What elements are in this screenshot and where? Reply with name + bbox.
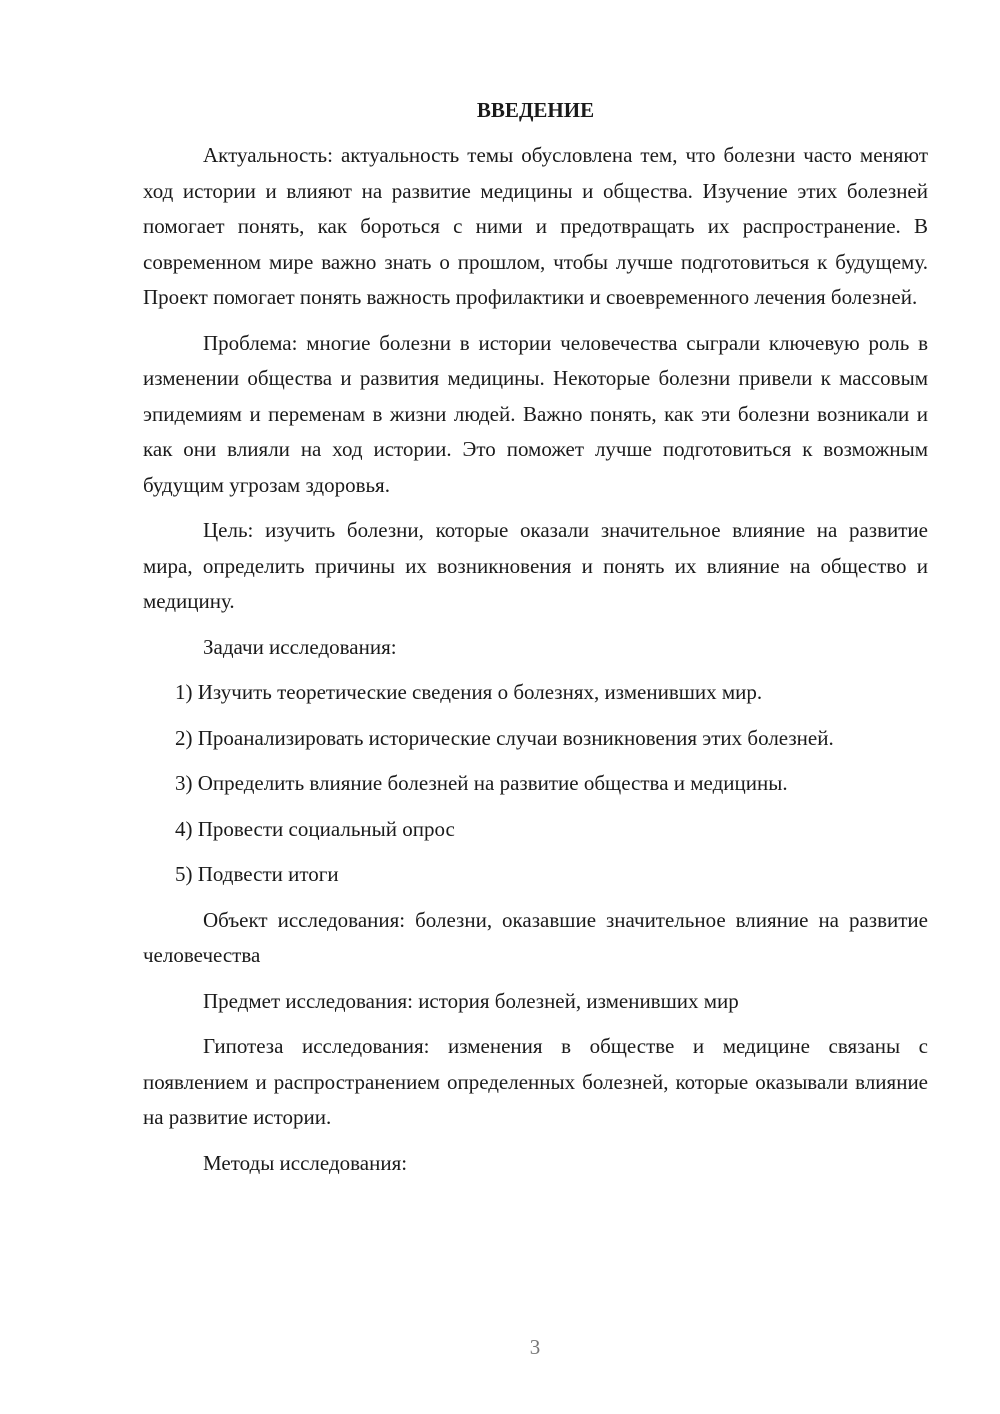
page-title: ВВЕДЕНИЕ <box>476 98 595 122</box>
task-item-4: 4) Провести социальный опрос <box>175 816 455 841</box>
paragraph-goal: Цель: изучить болезни, которые оказали значительное влияние на развитие мира, определить причины их возникновения и понять их влияние на общество и медицину. <box>143 518 928 613</box>
paragraph-methods: Методы исследования: <box>203 1150 408 1175</box>
document-page <box>143 92 928 1191</box>
paragraph-tasks-heading: Задачи исследования: <box>203 634 397 659</box>
paragraph-hypothesis: Гипотеза исследования: изменения в обществе и медицине связаны с появлением и распространением определенных болезней, которые оказывали влияние на развитие истории. <box>143 1034 928 1129</box>
paragraph-problem: Проблема: многие болезни в истории человечества сыграли ключевую роль в изменении общества и развития медицины. Некоторые болезни привели к массовым эпидемиям и переменам в жизни людей. Важно понять, как эти болезни возникали и как они влияли на ход истории. Это поможет лучше подготовиться к возможным будущим угрозам здоровья. <box>143 330 928 497</box>
task-item-2: 2) Проанализировать исторические случаи возникновения этих болезней. <box>175 725 834 750</box>
task-item-1: 1) Изучить теоретические сведения о болезнях, изменивших мир. <box>175 680 763 704</box>
task-item-3: 3) Определить влияние болезней на развитие общества и медицины. <box>175 771 788 795</box>
task-item-5: 5) Подвести итоги <box>175 862 339 886</box>
paragraph-relevance: Актуальность: актуальность темы обусловлена тем, что болезни часто меняют ход истории и влияют на развитие медицины и общества. Изучение этих болезней помогает понять, как бороться с ними и предотвращать их распространение. В современном мире важно знать о прошлом, чтобы лучше подготовиться к будущему. Проект помогает понять важность профилактики и своевременного лечения болезней. <box>143 143 928 309</box>
page-number: 3 <box>529 1335 541 1359</box>
paragraph-subject: Предмет исследования: история болезней, изменивших мир <box>203 988 739 1013</box>
paragraph-object: Объект исследования: болезни, оказавшие значительное влияние на развитие человечества <box>143 907 928 967</box>
